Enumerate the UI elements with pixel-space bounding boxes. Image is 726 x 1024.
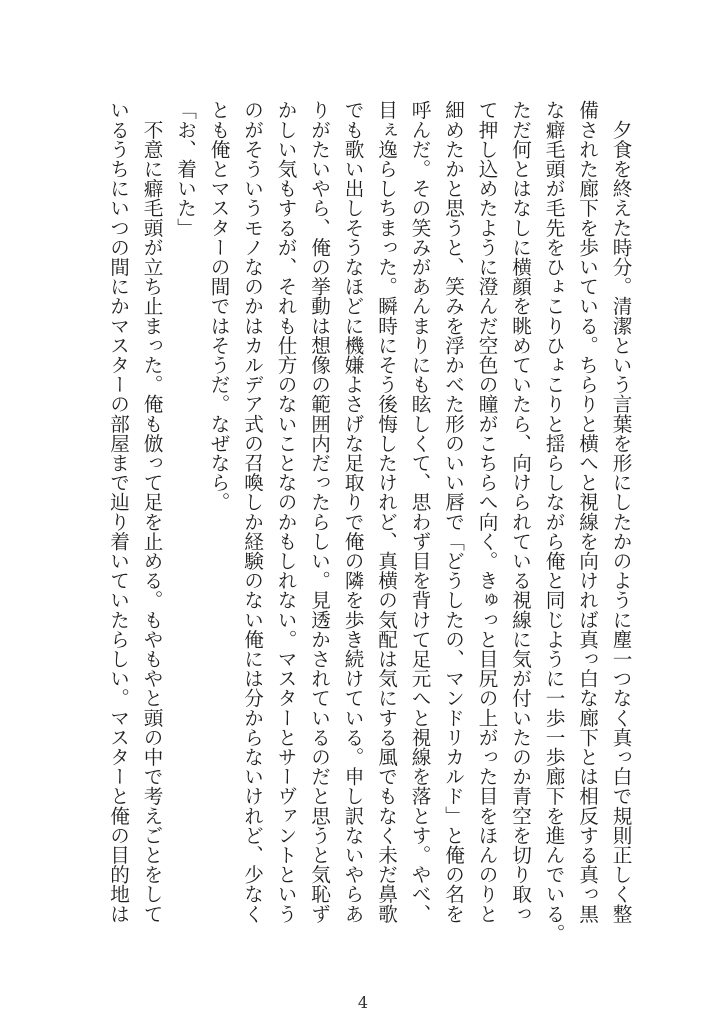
text-column: 呼んだ。その笑みがあんまりにも眩しくて、思わず目を背けて足元へと視線を落とす。やべ、 <box>408 100 431 924</box>
text-column: て押し込めたように澄んだ空色の瞳がこちらへ向く。きゅっと目尻の上がった目をほんのりと <box>475 100 498 924</box>
text-column: りがたいやら、俺の挙動は想像の範囲内だったらしい。見透かされているのだと思うと気恥ず <box>307 100 331 924</box>
text-column: いるうちにいつの間にかマスターの部屋まで辿り着いていたらしい。マスターと俺の目的地は <box>106 100 130 924</box>
text-column: かしい気もするが、それも仕方のないことなのかもしれない。マスターとサーヴァントという <box>274 100 297 924</box>
text-column: 夕食を終えた時分。清潔という言葉を形にしたかのように塵一つなく真っ白で規則正しく整 <box>609 100 632 924</box>
dialogue-column: 「お、着いた」 <box>173 100 197 238</box>
text-column: でも歌い出しそうなほどに機嫌よさげな足取りで俺の隣を歩き続けている。申し訳ないやらあ <box>341 100 364 924</box>
text-column: のがそういうモノなのかはカルデア式の召喚しか経験のない俺には分からないけれど、少なく <box>240 100 264 924</box>
page-number: 4 <box>357 993 369 1012</box>
text-column: 細めたかと思うと、笑みを浮かべた形のいい唇で「どうしたの、マンドリカルド」と俺の名を <box>441 100 465 924</box>
text-column: 不意に癖毛頭が立ち止まった。俺も倣って足を止める。もやもやと頭の中で考えごとをして <box>140 100 163 924</box>
text-column: 目ぇ逸らしちまった。瞬時にそう後悔したけれど、真横の気配は気にする風でもなく未だ鼻歌 <box>374 100 398 924</box>
text-column: 備された廊下を歩いている。ちらりと横へと視線を向ければ真っ白な廊下とは相反する真っ黒 <box>575 100 599 924</box>
body-text <box>101 100 637 943</box>
text-column: とも俺とマスターの間ではそうだ。なぜなら。 <box>207 100 230 512</box>
text-column: な癖毛頭が毛先をひょこりひょこりと揺らしながら俺と同じように一歩一歩廊下を進んでいる。 <box>542 100 565 943</box>
text-column: ただ何とはなしに横顔を眺めていたら、向けられている視線に気が付いたのか青空を切り取っ <box>508 100 532 924</box>
